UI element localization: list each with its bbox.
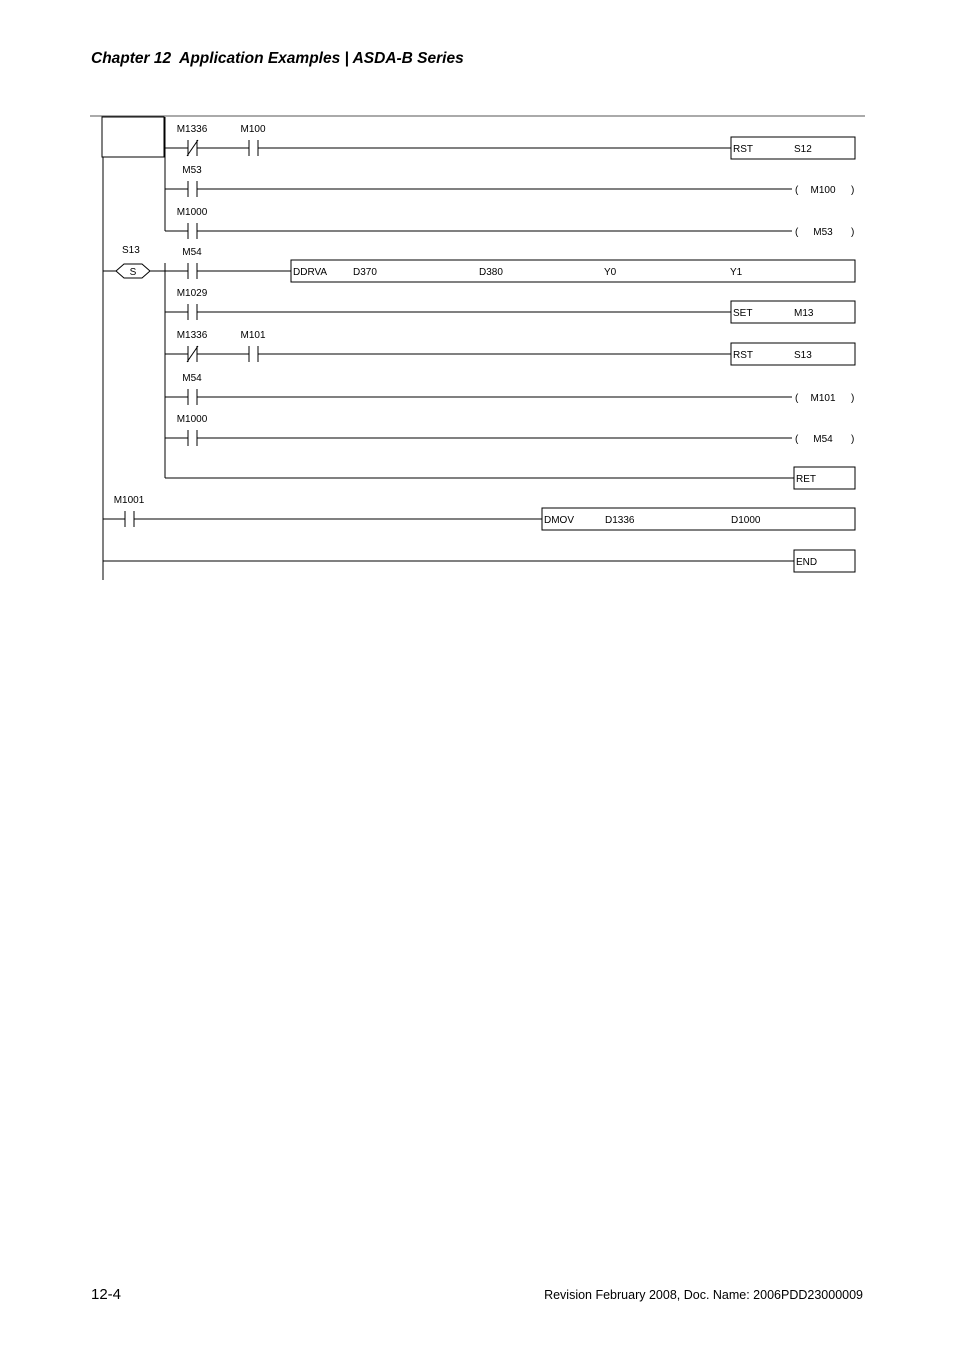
instruction-operand: END [796, 557, 818, 568]
contact-label: M100 [240, 124, 266, 135]
instruction-operand: S13 [794, 350, 812, 361]
coil-open: ( [795, 185, 799, 196]
contact-label: M54 [182, 247, 202, 258]
contact-label: M53 [182, 165, 202, 176]
step-s-letter: S [129, 267, 137, 278]
instruction-box [542, 508, 855, 530]
instruction-operand: Y1 [730, 267, 743, 278]
contact-label: M1000 [176, 414, 208, 425]
page-header: Chapter 12 Application Examples | ASDA-B Series [91, 50, 464, 67]
revision-note: Revision February 2008, Doc. Name: 2006PDD23000009 [544, 1288, 863, 1302]
contact-label: M1029 [176, 288, 208, 299]
instruction-operand: DMOV [544, 515, 574, 526]
instruction-operand: RST [733, 350, 753, 361]
instruction-operand: RET [796, 474, 816, 485]
coil-open: ( [795, 434, 799, 445]
instruction-operand: DDRVA [293, 267, 328, 278]
contact-label: M1000 [176, 207, 208, 218]
step-label: S13 [122, 245, 140, 256]
contact-label: M1001 [113, 495, 145, 506]
instruction-operand: SET [733, 308, 753, 319]
coil-close: ) [851, 393, 855, 404]
page-number: 12-4 [91, 1286, 122, 1303]
coil-label: M54 [813, 434, 833, 445]
contact-label: M1336 [176, 124, 208, 135]
contact-label: M1336 [176, 330, 208, 341]
contact-nc-slash [187, 346, 198, 362]
ladder-diagram [0, 0, 954, 620]
coil-label: M53 [813, 227, 833, 238]
instruction-operand: S12 [794, 144, 812, 155]
instruction-operand: RST [733, 144, 753, 155]
instruction-operand: M13 [794, 308, 814, 319]
instruction-operand: Y0 [604, 267, 617, 278]
contact-label: M54 [182, 373, 202, 384]
contact-nc-slash [187, 140, 198, 156]
coil-label: M100 [810, 185, 836, 196]
coil-open: ( [795, 227, 799, 238]
instruction-operand: D1000 [731, 515, 761, 526]
coil-close: ) [851, 185, 855, 196]
coil-close: ) [851, 227, 855, 238]
coil-label: M101 [810, 393, 836, 404]
initial-step-box [102, 117, 164, 157]
instruction-operand: D1336 [605, 515, 635, 526]
coil-open: ( [795, 393, 799, 404]
instruction-operand: D380 [479, 267, 503, 278]
instruction-operand: D370 [353, 267, 377, 278]
coil-close: ) [851, 434, 855, 445]
contact-label: M101 [240, 330, 266, 341]
